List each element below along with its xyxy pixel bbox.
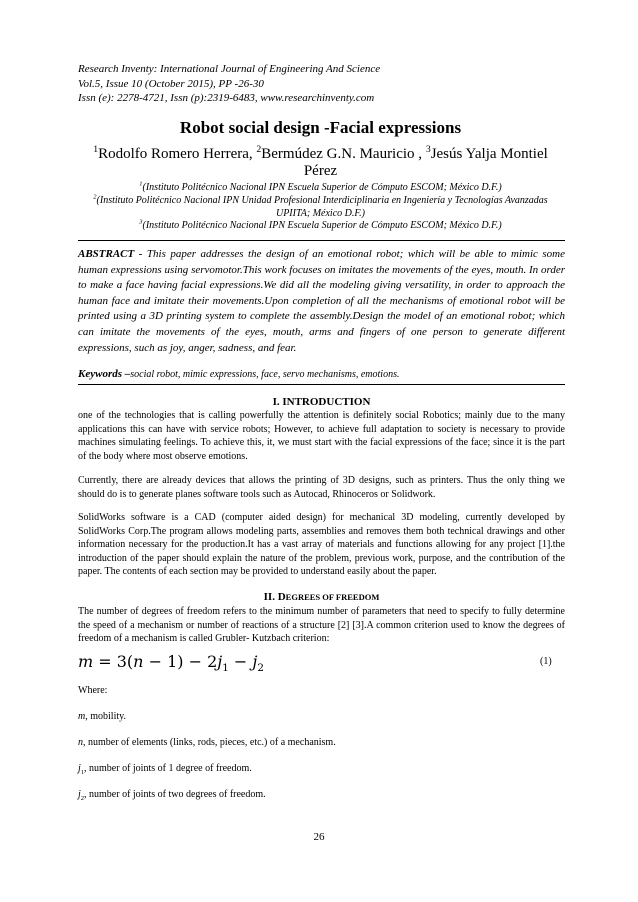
- definition-j2-symbol: j: [78, 789, 81, 800]
- definition-j1-text: , number of joints of 1 degree of freedom.: [84, 763, 252, 774]
- abstract-text: This paper addresses the design of an emotional robot; which will be able to mimic some human expressions using servomotor.This work focuses on imitates the movements of the eyes, mouth. In order to make a face having facial expressions.We did all the modeling giving versatility, in order to approach the human face and imitate their movements.Upon completion of all the mechanisms of emotional robot will be printed using a 3D printing system to complete the assembly.Design the model of an emotional robot; which can imitate the movements of the eyes, mouth, arms and fingers of one person to generate different expressions, such as joy, anger, sadness, and fear.: [78, 248, 566, 354]
- paper-title: Robot social design -Facial expressions: [179, 118, 462, 137]
- definition-n-text: , number of elements (links, rods, pieces, etc.) of a mechanism.: [83, 737, 336, 748]
- section-1-paragraph-1: one of the technologies that is calling powerfully the attention is definitely social Robotics; mainly due to the many applications this can have with service robots; However, to achieve full adaptation to society is necessary to provide machines simulating feelings. To achieve this, it, we must start with the facial expressions of the face; since it is the part of the body where most observe emotions.: [78, 410, 565, 462]
- affiliation-1: [78, 182, 563, 195]
- eq-part-2: − 1) − 2: [143, 652, 218, 671]
- section-1-heading: I. INTRODUCTION: [272, 396, 371, 408]
- affiliations: [78, 182, 563, 233]
- eq-n: n: [133, 652, 144, 671]
- where-label: Where:: [78, 685, 108, 696]
- definition-j1: [78, 763, 252, 774]
- equation-number: (1): [540, 656, 552, 667]
- page-number: 26: [313, 831, 325, 843]
- author-list: [78, 146, 563, 180]
- equation-grubler-kutzbach: [78, 652, 265, 675]
- affiliation-2-marker: 2: [93, 193, 97, 201]
- divider-bottom: [78, 384, 565, 385]
- eq-j1: j: [217, 652, 223, 671]
- author-2: Bermúdez G.N. Mauricio ,: [261, 146, 426, 162]
- section-1-paragraph-3: SolidWorks software is a CAD (computer aided design) for mechanical 3D modeling, currently developed by SolidWorks Corp.The program allows modeling parts, assemblies and removes them both technical drawings and other information necessary for the production.It has a vast array of materials and functions allowing for any project [1].the introduction of the paper should explain the nature of the problem, previous work, purpose, and the contribution of the paper. The contents of each section may be provided to understand easily about the paper.: [78, 512, 565, 578]
- journal-volume: Vol.5, Issue 10 (October 2015), PP -26-30: [78, 77, 264, 90]
- keywords-label: Keywords –: [78, 368, 131, 380]
- definition-j1-sub: 1: [80, 769, 85, 776]
- keywords: [78, 368, 565, 380]
- author-2-marker: 2: [256, 144, 262, 155]
- affiliation-1-text: (Instituto Politécnico Nacional IPN Escuela Superior de Cómputo ESCOM; México D.F.): [142, 182, 502, 193]
- definition-n-symbol: n: [78, 737, 83, 748]
- affiliation-3-text: (Instituto Politécnico Nacional IPN Escuela Superior de Cómputo ESCOM; México D.F.): [142, 220, 502, 232]
- section-2-heading-initial: D: [277, 591, 286, 603]
- affiliation-3: [78, 220, 563, 233]
- definition-j2: [78, 789, 266, 800]
- affiliation-3-marker: 3: [139, 219, 143, 227]
- definition-j2-sub: 2: [80, 795, 85, 802]
- eq-part-1: = 3(: [93, 652, 134, 671]
- abstract: [78, 247, 565, 356]
- author-3-marker: 3: [425, 144, 431, 155]
- eq-j1-sub: 1: [222, 662, 229, 675]
- eq-m: m: [78, 652, 94, 671]
- definition-j1-symbol: j: [78, 763, 81, 774]
- eq-part-3: −: [228, 652, 253, 671]
- eq-j2: j: [252, 652, 258, 671]
- abstract-label: ABSTRACT -: [78, 248, 143, 260]
- definition-m-text: , mobility.: [85, 711, 126, 722]
- journal-name: Research Inventy: International Journal of Engineering And Science: [78, 63, 381, 75]
- section-2-paragraph-1: The number of degrees of freedom refers to the minimum number of parameters that need to specify to fully determine the speed of a mechanism or number of reactions of a structure [2] [3].A common criterion used to know the degrees of freedom of a mechanism is called Grubler- Kutzbach criterion:: [78, 606, 565, 645]
- keywords-text: social robot, mimic expressions, face, servo mechanisms, emotions.: [130, 369, 400, 380]
- definition-j2-text: , number of joints of two degrees of freedom.: [84, 789, 266, 800]
- definition-m-symbol: m: [78, 711, 86, 722]
- definition-n: [78, 737, 336, 748]
- author-3: Jesús Yalja Montiel Pérez: [303, 146, 548, 179]
- author-1-marker: 1: [93, 144, 99, 155]
- definition-m: [78, 711, 126, 722]
- affiliation-2-text: (Instituto Politécnico Nacional IPN Unidad Profesional Interdiciplinaria en Ingeniería y Tecnologías Avanzadas UPIITA; México D.F.): [96, 194, 548, 219]
- affiliation-2: [78, 195, 563, 221]
- journal-header: [78, 62, 568, 106]
- affiliation-1-marker: 1: [139, 180, 143, 188]
- section-1-paragraph-2: Currently, there are already devices that allows the printing of 3D designs, such as printers. Thus the only thing we should do is to generate planes software tools such as Autocad, Rhinoceros or Solidwork.: [78, 475, 565, 500]
- journal-issn: Issn (e): 2278-4721, Issn (p):2319-6483, www.researchinventy.com: [78, 92, 375, 104]
- section-2-heading: [78, 591, 565, 603]
- section-2-heading-number: II.: [263, 591, 278, 603]
- section-2-heading-rest: EGREES OF FREEDOM: [285, 592, 380, 602]
- divider-top: [78, 240, 565, 241]
- eq-j2-sub: 2: [257, 662, 265, 675]
- author-1: Rodolfo Romero Herrera,: [98, 146, 257, 162]
